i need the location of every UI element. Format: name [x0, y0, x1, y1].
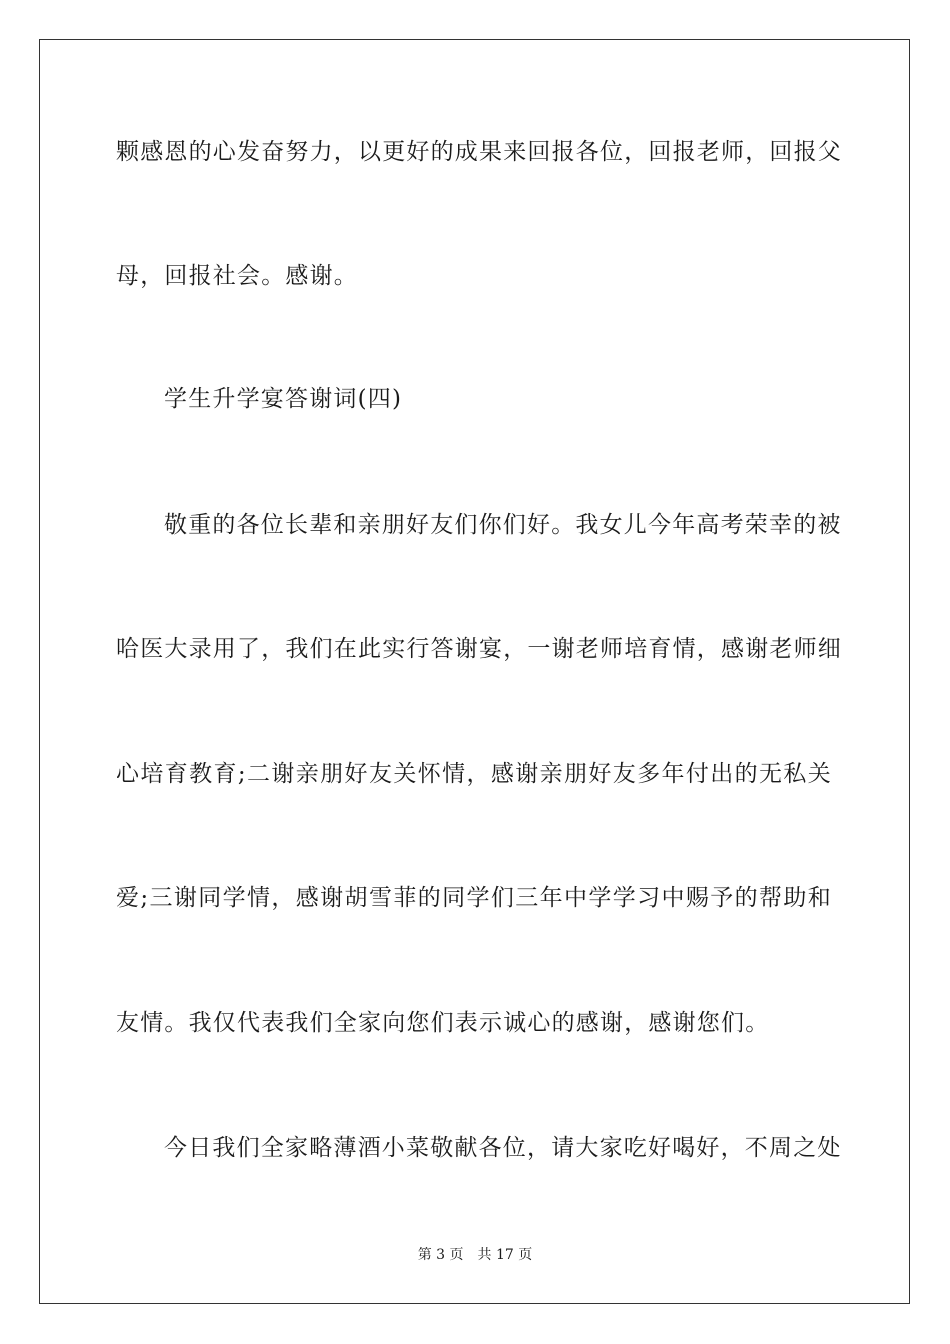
page-footer [0, 1245, 950, 1265]
paragraph-line: 母，回报社会。感谢。 [116, 263, 358, 289]
paragraph-line: 颗感恩的心发奋努力，以更好的成果来回报各位，回报老师，回报父 [116, 139, 842, 165]
paragraph-line: 哈医大录用了，我们在此实行答谢宴，一谢老师培育情，感谢老师细 [116, 636, 842, 662]
paragraph-line: 友情。我仅代表我们全家向您们表示诚心的感谢，感谢您们。 [116, 1010, 770, 1036]
paragraph-line: 敬重的各位长辈和亲朋好友们你们好。我女儿今年高考荣幸的被 [164, 512, 842, 538]
paragraph-line: 爱;三谢同学情，感谢胡雪菲的同学们三年中学学习中赐予的帮助和 [116, 885, 832, 911]
paragraph-line: 今日我们全家略薄酒小菜敬献各位，请大家吃好喝好，不周之处 [164, 1135, 842, 1161]
section-heading: 学生升学宴答谢词(四) [164, 386, 403, 412]
paragraph-line: 心培育教育;二谢亲朋好友关怀情，感谢亲朋好友多年付出的无私关 [116, 761, 832, 787]
page-number: 第 3 页 [417, 1247, 464, 1263]
page-total: 共 17 页 [477, 1247, 533, 1263]
page-frame [39, 39, 910, 1304]
